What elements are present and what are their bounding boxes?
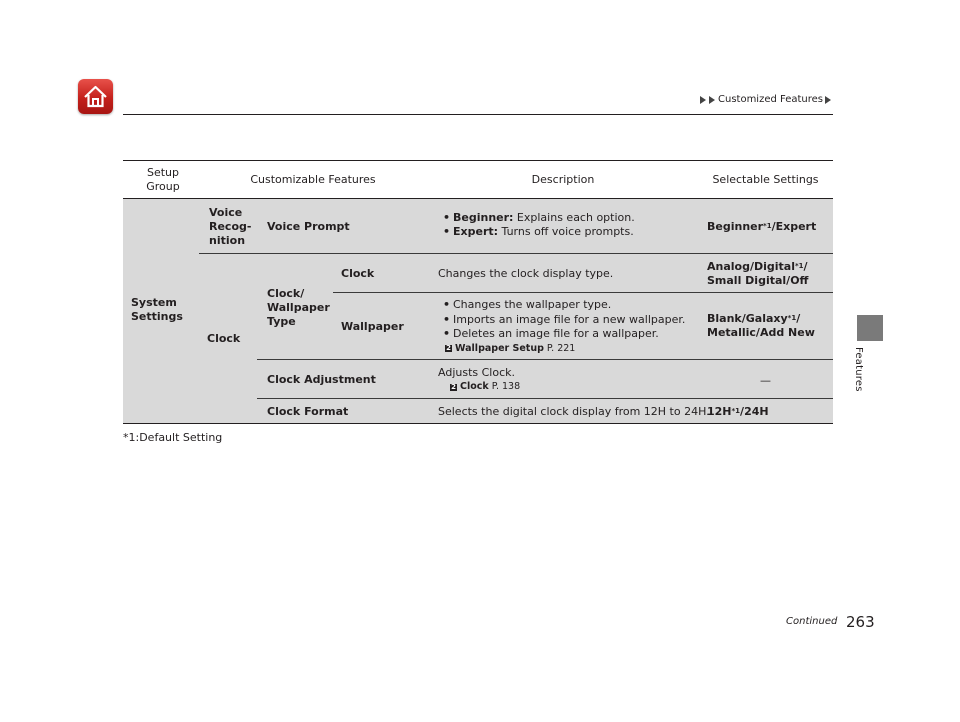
voice-recognition-label: Voice Recog- nition bbox=[209, 206, 252, 247]
table-bottom-rule bbox=[123, 423, 833, 424]
column-header-settings: Selectable Settings bbox=[712, 173, 819, 186]
column-header-features: Customizable Features bbox=[250, 173, 376, 186]
clock-format-label: Clock Format bbox=[267, 405, 349, 418]
wallpaper-settings: Blank/Galaxy$^{*1}$/ Metallic/Add New bbox=[707, 312, 815, 339]
settings-table bbox=[123, 160, 833, 424]
list-item: • Changes the wallpaper type. bbox=[443, 298, 685, 313]
section-tab[interactable] bbox=[857, 315, 883, 341]
clock-format-settings: $12H^{*1}/24H$ bbox=[707, 405, 769, 418]
list-item: • Expert: Turns off voice prompts. bbox=[443, 225, 635, 239]
breadcrumb-arrow-icon bbox=[700, 96, 706, 104]
wallpaper-description bbox=[443, 298, 685, 356]
voice-prompt-settings: Beginner$^{*1}$/Expert bbox=[707, 220, 817, 233]
list-item: • Deletes an image file for a wallpaper. bbox=[443, 327, 685, 342]
breadcrumb[interactable] bbox=[700, 94, 832, 105]
voice-prompt-description bbox=[443, 211, 635, 239]
clock-format-description: Selects the digital clock display from 12H to 24H. bbox=[438, 405, 710, 418]
voice-prompt-label: Voice Prompt bbox=[267, 220, 350, 233]
section-tab-label: Features bbox=[853, 347, 864, 392]
breadcrumb-arrow-icon bbox=[825, 96, 831, 104]
clock-adjustment-label: Clock Adjustment bbox=[267, 373, 376, 386]
column-header-setup-group: Setup Group bbox=[146, 166, 180, 193]
row-divider bbox=[257, 359, 833, 360]
page-number: 263 bbox=[846, 613, 875, 631]
list-item: • Imports an image file for a new wallpaper. bbox=[443, 313, 685, 328]
row-divider bbox=[333, 292, 833, 293]
clock-link[interactable]: 2 Clock P. 138 bbox=[451, 381, 521, 392]
home-button[interactable] bbox=[78, 79, 113, 114]
wallpaper-label: Wallpaper bbox=[341, 320, 404, 333]
clock-adjustment-description: Adjusts Clock. 2 Clock P. 138 bbox=[438, 366, 521, 392]
clock-adjustment-settings: — bbox=[760, 374, 771, 387]
continued-label: Continued bbox=[786, 616, 838, 627]
row-divider bbox=[257, 398, 833, 399]
breadcrumb-arrow-icon bbox=[709, 96, 715, 104]
clock-wallpaper-type-label: Clock/ Wallpaper Type bbox=[267, 287, 330, 328]
cross-reference-icon: 2 bbox=[446, 344, 451, 353]
home-icon bbox=[83, 84, 108, 109]
header-rule bbox=[123, 114, 833, 115]
column-header-description: Description bbox=[531, 173, 595, 186]
list-item: • Beginner: Explains each option. bbox=[443, 211, 635, 225]
setup-group-label: System Settings bbox=[131, 296, 183, 323]
row-divider bbox=[199, 253, 833, 254]
wallpaper-setup-link[interactable]: 2 Wallpaper Setup P. 221 bbox=[446, 342, 576, 354]
clock-label: Clock bbox=[341, 267, 375, 280]
breadcrumb-label: Customized Features bbox=[718, 94, 824, 105]
clock-group-label: Clock bbox=[207, 332, 241, 345]
clock-description: Changes the clock display type. bbox=[438, 267, 614, 280]
footnote: *1:Default Setting bbox=[123, 431, 223, 444]
table-top-rule bbox=[123, 160, 833, 161]
cross-reference-icon: 2 bbox=[451, 382, 456, 391]
clock-settings: Analog/Digital$^{*1}$/ Small Digital/Off bbox=[707, 260, 809, 287]
